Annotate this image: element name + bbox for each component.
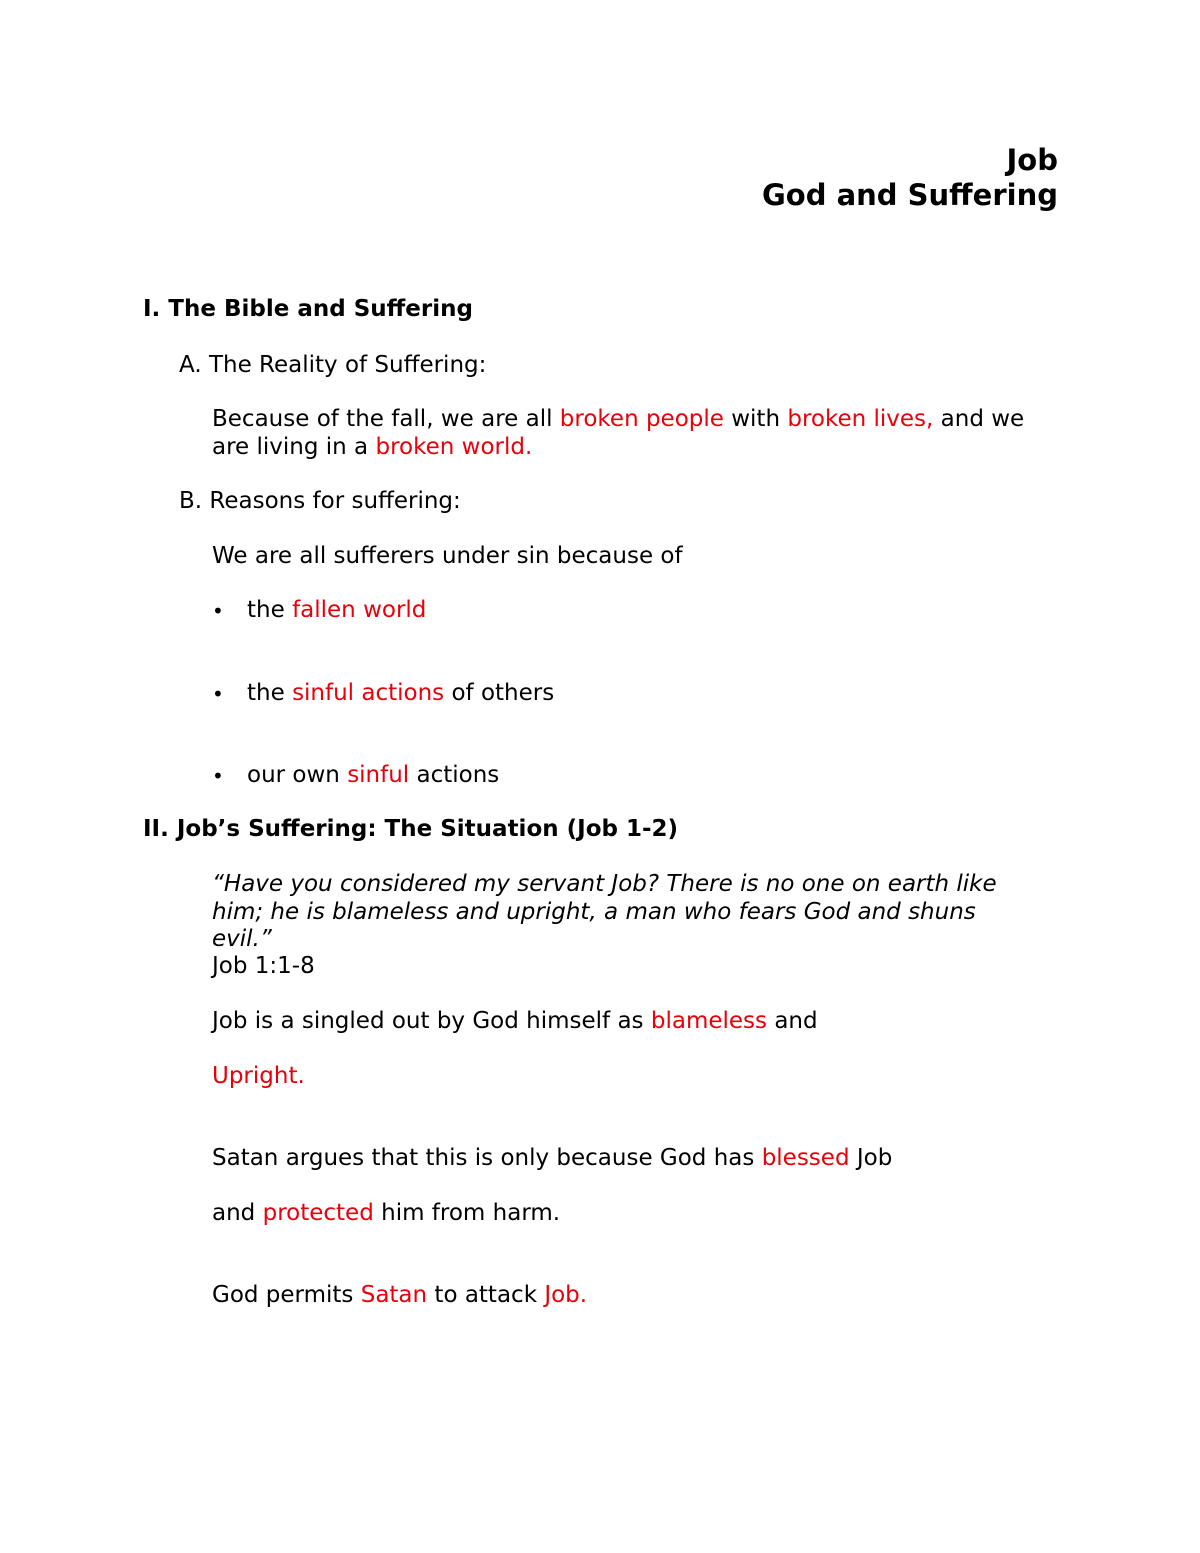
text-run: the (247, 597, 293, 623)
text-run: and we (933, 406, 1025, 432)
highlighted-term: broken lives, (787, 406, 934, 432)
section-1-heading: I. The Bible and Suffering (143, 296, 473, 322)
paragraph-upright (212, 1063, 305, 1089)
reasons-intro: We are all sufferers under sin because of (212, 543, 683, 569)
highlighted-term: fallen world (292, 597, 427, 623)
text-run: actions (409, 762, 500, 788)
bullet-marker: • (212, 682, 224, 706)
reality-paragraph-line-2 (212, 434, 532, 460)
text-run: our own (247, 762, 348, 788)
text-run: and (212, 1200, 263, 1226)
text-run: Because of the fall, we are all (212, 406, 560, 432)
section-1a-heading: A. The Reality of Suffering: (179, 352, 487, 378)
text-run: are living in a (212, 434, 376, 460)
highlighted-term: blessed (761, 1145, 850, 1171)
quote-reference: Job 1:1-8 (212, 953, 315, 979)
highlighted-term: protected (262, 1200, 374, 1226)
text-run: Job is a singled out by God himself as (212, 1008, 651, 1034)
section-2-heading: II. Job’s Suffering: The Situation (Job 1-2) (143, 816, 679, 842)
section-1b-heading: B. Reasons for suffering: (179, 488, 461, 514)
quote-line-1: “Have you considered my servant Job? There is no one on earth like (212, 871, 997, 897)
quote-line-3: evil.” (212, 926, 272, 952)
text-run: the (247, 680, 293, 706)
text-run: and (767, 1008, 818, 1034)
paragraph-protected (212, 1200, 560, 1226)
bullet-marker: • (212, 764, 224, 788)
text-run: of others (444, 680, 555, 706)
text-run: God permits (212, 1282, 361, 1308)
highlighted-term: Satan (360, 1282, 428, 1308)
text-run: to attack (427, 1282, 545, 1308)
title-line-1: Job (1006, 143, 1058, 177)
text-run: with (723, 406, 788, 432)
text-run: Job (849, 1145, 893, 1171)
bullet-item-2 (247, 680, 554, 706)
bullet-item-3 (247, 762, 499, 788)
paragraph-satan-argues (212, 1145, 892, 1171)
highlighted-term: Job. (544, 1282, 588, 1308)
quote-line-2: him; he is blameless and upright, a man who fears God and shuns (212, 899, 976, 925)
bullet-marker: • (212, 599, 224, 623)
highlighted-term: sinful actions (292, 680, 445, 706)
title-line-2: God and Suffering (762, 178, 1058, 212)
highlighted-term: broken world. (375, 434, 533, 460)
bullet-item-1 (247, 597, 426, 623)
highlighted-term: Upright. (212, 1063, 305, 1089)
text-run: Satan argues that this is only because God has (212, 1145, 762, 1171)
highlighted-term: blameless (650, 1008, 768, 1034)
paragraph-god-permits (212, 1282, 587, 1308)
paragraph-blameless (212, 1008, 818, 1034)
highlighted-term: broken people (559, 406, 724, 432)
text-run: him from harm. (373, 1200, 561, 1226)
reality-paragraph-line-1 (212, 406, 1024, 432)
highlighted-term: sinful (347, 762, 410, 788)
